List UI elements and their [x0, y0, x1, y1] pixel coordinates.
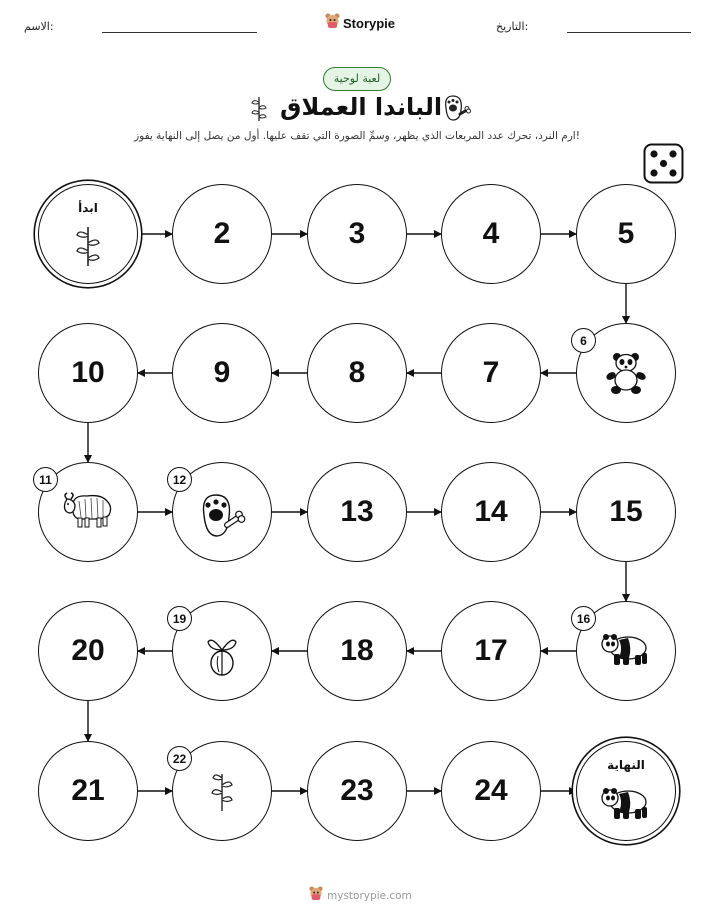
board-cell [576, 323, 676, 423]
cell-number: 21 [71, 774, 105, 807]
board-cell [307, 462, 407, 562]
cell-number: 5 [617, 217, 635, 250]
board-cell [172, 601, 272, 701]
cell-number: 3 [348, 217, 366, 250]
page-title: الباندا العملاق [280, 93, 443, 121]
cell-number-badge: 12 [167, 467, 192, 492]
cell-number: 2 [213, 217, 231, 250]
board-cell [307, 184, 407, 284]
board-cell [441, 741, 541, 841]
board-cell [441, 323, 541, 423]
start-cell [38, 184, 138, 284]
date-label: التاريخ: [496, 20, 529, 33]
cell-number: 24 [474, 774, 508, 807]
storypie-bear-icon [309, 886, 323, 905]
board-cell [172, 184, 272, 284]
cell-number: 9 [213, 356, 231, 389]
cell-number: 7 [482, 356, 500, 389]
finish-cell [576, 741, 676, 841]
footer-url[interactable]: mystorypie.com [327, 889, 412, 902]
cell-number: 4 [482, 217, 500, 250]
board-cell [307, 323, 407, 423]
board-cell [576, 462, 676, 562]
takin-icon [61, 489, 115, 533]
board-cell [576, 601, 676, 701]
cell-number-badge: 11 [33, 467, 58, 492]
cell-label: ابدأ [78, 201, 98, 215]
cell-number: 13 [340, 495, 374, 528]
cell-number: 15 [609, 495, 643, 528]
board-cell [576, 184, 676, 284]
cell-number-badge: 19 [167, 606, 192, 631]
cell-number-badge: 22 [167, 746, 192, 771]
board-cell [441, 462, 541, 562]
cell-number: 14 [474, 495, 508, 528]
cell-number-badge: 6 [571, 328, 596, 353]
cell-number: 10 [71, 356, 105, 389]
board-cell [38, 601, 138, 701]
board-cell [441, 601, 541, 701]
cell-number: 20 [71, 634, 105, 667]
bamboo-icon [207, 768, 237, 816]
game-type-badge: لعبة لوحية [323, 67, 391, 91]
paw-bone-icon [198, 489, 246, 547]
name-label: الاسم: [24, 20, 54, 33]
sprout-icon [73, 223, 103, 271]
instructions: ارم النرد، تحرك عدد المربعات الذي يظهر، وسمِّ الصورة التي تقف عليها. أول من يصل إلى النهاية يفوز! [134, 130, 580, 142]
brand-name: Storypie [343, 15, 396, 31]
board-cell [441, 184, 541, 284]
cell-number: 17 [474, 634, 508, 667]
cell-label: النهاية [607, 758, 645, 772]
cell-number: 18 [340, 634, 374, 667]
cell-number: 8 [348, 356, 366, 389]
board-cell [307, 601, 407, 701]
panda-walking-icon [601, 628, 651, 672]
cell-number-badge: 16 [571, 606, 596, 631]
board-cell [307, 741, 407, 841]
panda-icon [603, 350, 649, 400]
board-cell [172, 323, 272, 423]
board-cell [38, 462, 138, 562]
board-cell [38, 741, 138, 841]
board-cell [38, 323, 138, 423]
footer [309, 886, 412, 905]
seed-sprout-icon [202, 628, 242, 682]
cell-number: 23 [340, 774, 374, 807]
board-cell [172, 462, 272, 562]
panda-walking-icon [601, 782, 651, 826]
board-cell [172, 741, 272, 841]
